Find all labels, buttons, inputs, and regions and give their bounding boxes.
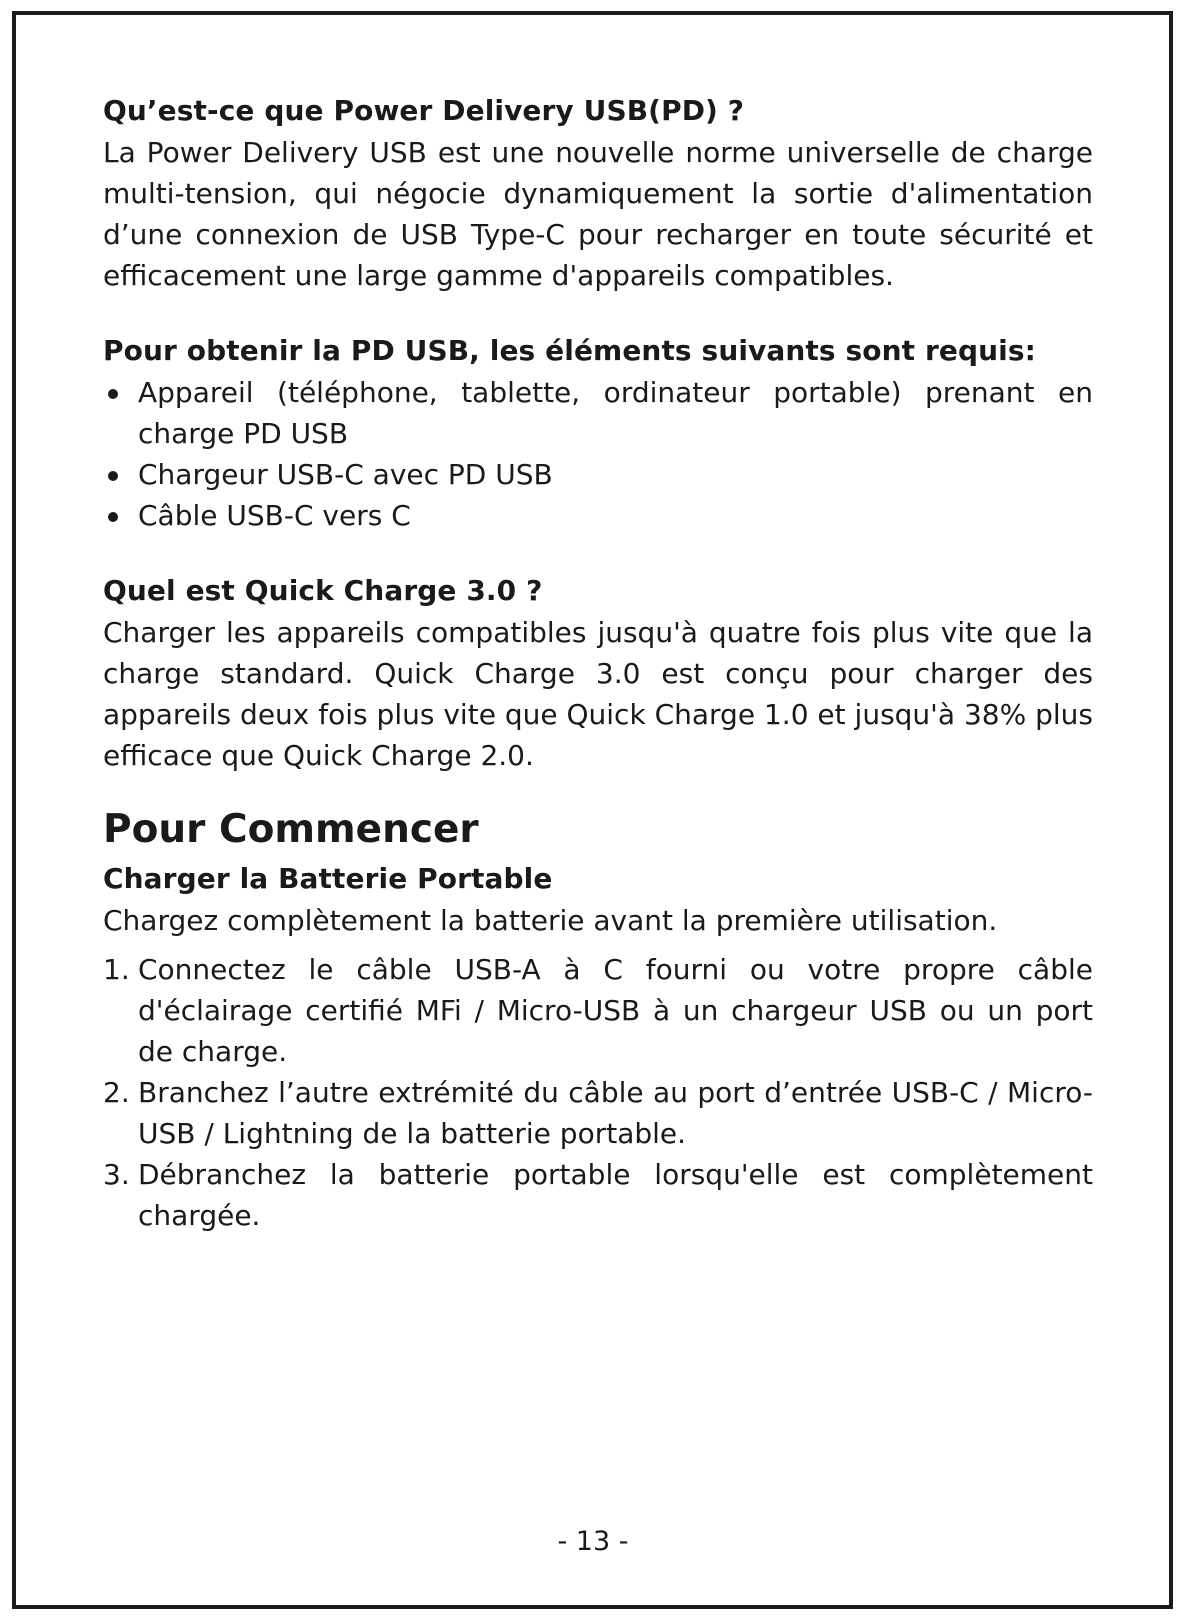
charging-intro: Chargez complètement la batterie avant la première utilisation. [103, 904, 998, 937]
bullet-icon [108, 512, 118, 522]
list-item [103, 454, 1093, 495]
list-item [103, 495, 1093, 536]
page-number: - 13 - [557, 1526, 629, 1557]
pd-requirements-heading: Pour obtenir la PD USB, les éléments suivants sont requis: [103, 334, 1036, 367]
step-number: 1. [103, 953, 130, 986]
pd-requirements-list [103, 372, 1093, 536]
getting-started-title: Pour Commencer [103, 807, 479, 852]
bullet-icon [108, 471, 118, 481]
pd-paragraph: La Power Delivery USB est une nouvelle norme universelle de charge multi-tension, qui négocie dynamiquement la sortie d'alimentation d’une connexion de USB Type-C pour recharger en toute sécurité et efficacement une large gamme d'appareils compatibles. [103, 136, 1093, 292]
step-text: Débranchez la batterie portable lorsqu'elle est complètement chargée. [138, 1158, 1093, 1232]
list-item-text: Appareil (téléphone, tablette, ordinateur portable) prenant en charge PD USB [138, 376, 1093, 450]
step-item [103, 1154, 1093, 1236]
step-number: 2. [103, 1076, 130, 1109]
bullet-icon [108, 389, 118, 399]
step-text: Branchez l’autre extrémité du câble au port d’entrée USB-C / Micro-USB / Lightning de la batterie portable. [138, 1076, 1093, 1150]
list-item [103, 372, 1093, 454]
step-number: 3. [103, 1158, 130, 1191]
charging-subheading: Charger la Batterie Portable [103, 862, 553, 895]
list-item-text: Chargeur USB-C avec PD USB [138, 458, 553, 491]
page-content [103, 90, 1093, 1236]
quick-charge-heading: Quel est Quick Charge 3.0 ? [103, 574, 543, 607]
step-item [103, 949, 1093, 1072]
pd-heading: Qu’est-ce que Power Delivery USB(PD) ? [103, 94, 745, 127]
quick-charge-paragraph: Charger les appareils compatibles jusqu'à quatre fois plus vite que la charge standard. Quick Charge 3.0 est conçu pour charger des appareils deux fois plus vite que Quick Charge 1.0 et jusqu'à 38% plus efficace que Quick Charge 2.0. [103, 616, 1093, 772]
list-item-text: Câble USB-C vers C [138, 499, 411, 532]
charging-steps [103, 949, 1093, 1236]
step-text: Connectez le câble USB-A à C fourni ou votre propre câble d'éclairage certifié MFi / Micro-USB à un chargeur USB ou un port de charge. [138, 953, 1093, 1068]
step-item [103, 1072, 1093, 1154]
